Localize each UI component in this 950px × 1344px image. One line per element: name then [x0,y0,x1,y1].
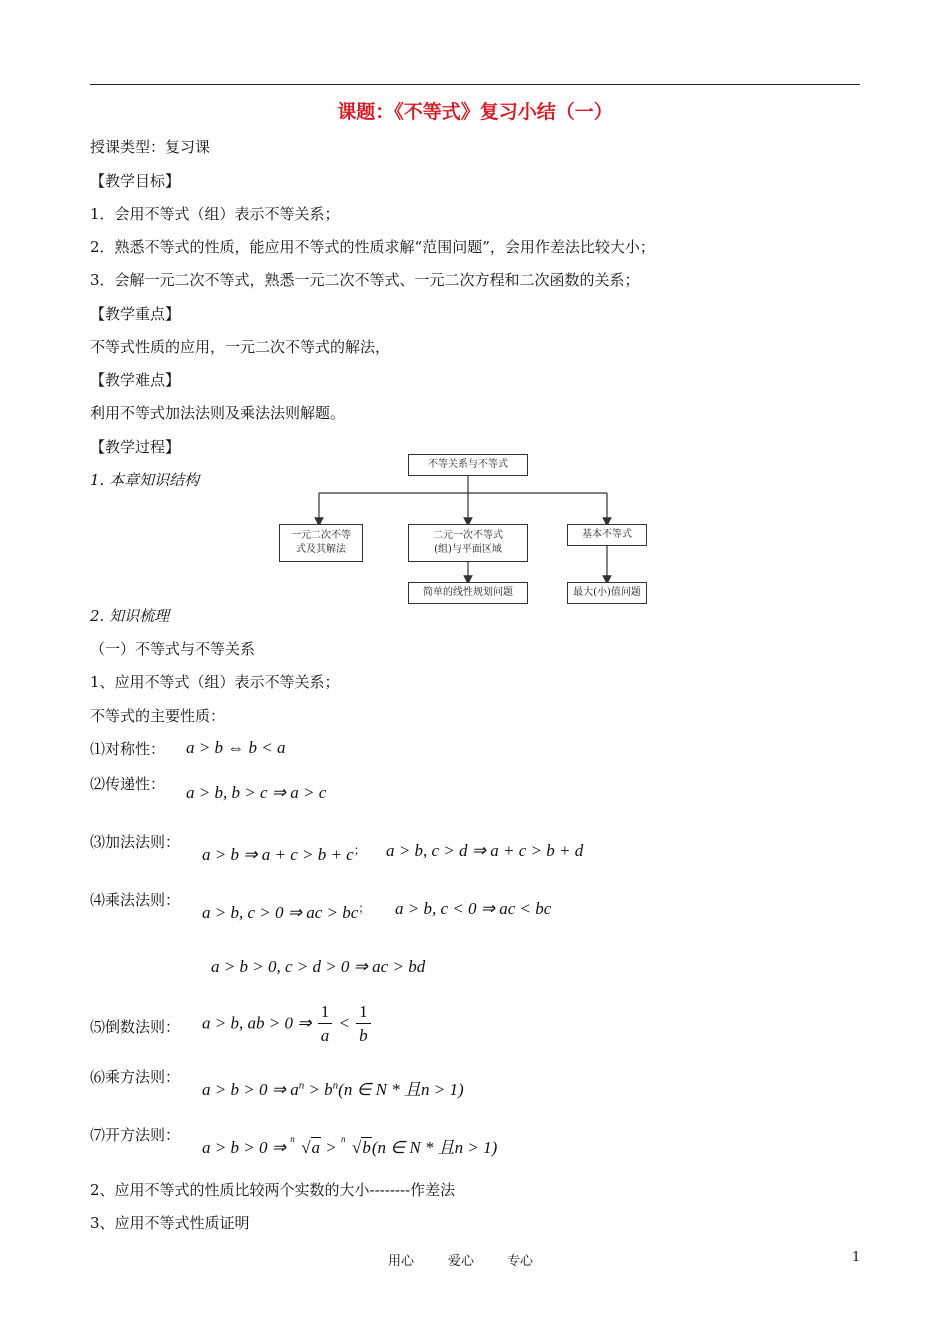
fraction-numerator: 1 [318,1003,333,1024]
nth-root [341,1134,372,1158]
structure-heading: 1. 本章知识结构 [90,471,200,489]
formula-part: a > b, ab > 0 ⇒ [202,1013,312,1033]
property-formula: a > b, b > c ⇒ a > c [186,783,327,802]
review-heading: 2. 知识梳理 [90,607,170,625]
formula-part: a > b ⇒ a + c > b + c [202,845,354,864]
nth-root [290,1134,321,1158]
property-formula [202,1003,373,1044]
diagram-node-label: 式及其解法 [296,544,346,555]
page-title: 课题：《不等式》复习小结（一） [337,101,613,123]
formula-part: < [338,1013,350,1033]
semicolon: ； [358,901,371,915]
key-heading: 【教学重点】 [90,305,181,323]
formula-part: > [321,1138,342,1157]
property-label: ⑶加法法则： [90,833,181,851]
header-rule [90,84,860,85]
formula-part: a > b, c > 0 ⇒ ac > bc [202,903,359,922]
root-index: n [290,1134,295,1144]
property-label: ⑴对称性： [90,740,166,758]
diagram-node-basic-inequality: 基本不等式 [567,524,647,546]
property-label: ⑷乘法法则： [90,891,181,909]
formula-part: > b [304,1080,333,1099]
fraction [356,1003,371,1044]
fraction-numerator: 1 [356,1003,371,1024]
goal-item: 1．会用不等式（组）表示不等关系； [90,205,340,223]
formula-part: a > b > 0 ⇒ a [202,1080,299,1099]
formula-part: a > b > 0 ⇒ [202,1138,286,1157]
root-index: n [341,1134,346,1144]
property-label: ⑵传递性： [90,775,166,793]
diagram-node-label: 一元二次不等 [291,530,351,541]
knowledge-structure-diagram [278,452,652,608]
diagram-node-quadratic-inequality [279,524,363,562]
sub-heading: （一）不等式与不等关系 [90,640,256,658]
footer-text: 用心 [388,1254,415,1269]
properties-heading: 不等式的主要性质： [90,707,226,725]
diagram-node-label: (组)与平面区域 [434,544,502,555]
property-formula: a > b > 0, c > d > 0 ⇒ ac > bd [211,957,426,976]
goals-heading: 【教学目标】 [90,172,181,190]
diagram-node-linear-programming: 简单的线性规划问题 [408,582,528,604]
difficulty-heading: 【教学难点】 [90,371,181,389]
property-formula: a > b ⇔ b < a [186,738,286,757]
lesson-type: 授课类型：复习课 [90,138,211,156]
diagram-node-extremum: 最大(小)值问题 [567,582,647,604]
item-1: 1、应用不等式（组）表示不等关系； [90,673,340,691]
goal-item: 3．会解一元二次不等式，熟悉一元二次不等式、一元二次方程和二次函数的关系； [90,271,640,289]
radicand: a [311,1138,321,1157]
process-heading: 【教学过程】 [90,438,181,456]
diagram-node-linear-inequality-region [408,524,528,562]
radical-sign-icon: √ [352,1138,362,1157]
formula-part: (n ∈ N * 且n > 1) [338,1080,464,1099]
property-formula [202,899,370,923]
fraction [318,1003,333,1044]
property-label: ⑸倒数法则： [90,1018,181,1036]
goal-item: 2．熟悉不等式的性质，能应用不等式的性质求解“范围问题”，会用作差法比较大小； [90,238,655,256]
property-label: ⑺开方法则： [90,1126,181,1144]
page-number: 1 [852,1250,861,1265]
footer-text: 专心 [507,1254,534,1269]
property-label: ⑹乘方法则： [90,1068,181,1086]
key-text: 不等式性质的应用，一元二次不等式的解法， [90,338,391,356]
radicand: b [362,1138,371,1157]
item-2: 2、应用不等式的性质比较两个实数的大小--------作差法 [90,1181,456,1199]
fraction-denominator: a [320,1026,330,1045]
property-formula [202,1075,464,1100]
property-formula [202,841,366,865]
item-3: 3、应用不等式性质证明 [90,1214,250,1232]
exponent: n [298,1079,305,1092]
property-formula [202,1133,497,1158]
radical-sign-icon: √ [301,1138,311,1157]
diagram-node-label: 二元一次不等式 [433,530,503,541]
fraction-denominator: b [359,1026,368,1045]
diagram-root-node: 不等关系与不等式 [408,454,528,476]
exponent: n [332,1079,339,1092]
difficulty-text: 利用不等式加法法则及乘法法则解题。 [90,404,346,422]
property-formula: a > b, c > d ⇒ a + c > b + d [386,841,584,860]
semicolon: ； [353,843,366,857]
footer-text: 爱心 [448,1254,475,1269]
formula-part: (n ∈ N * 且n > 1) [371,1138,498,1157]
property-formula: a > b, c < 0 ⇒ ac < bc [395,899,552,918]
